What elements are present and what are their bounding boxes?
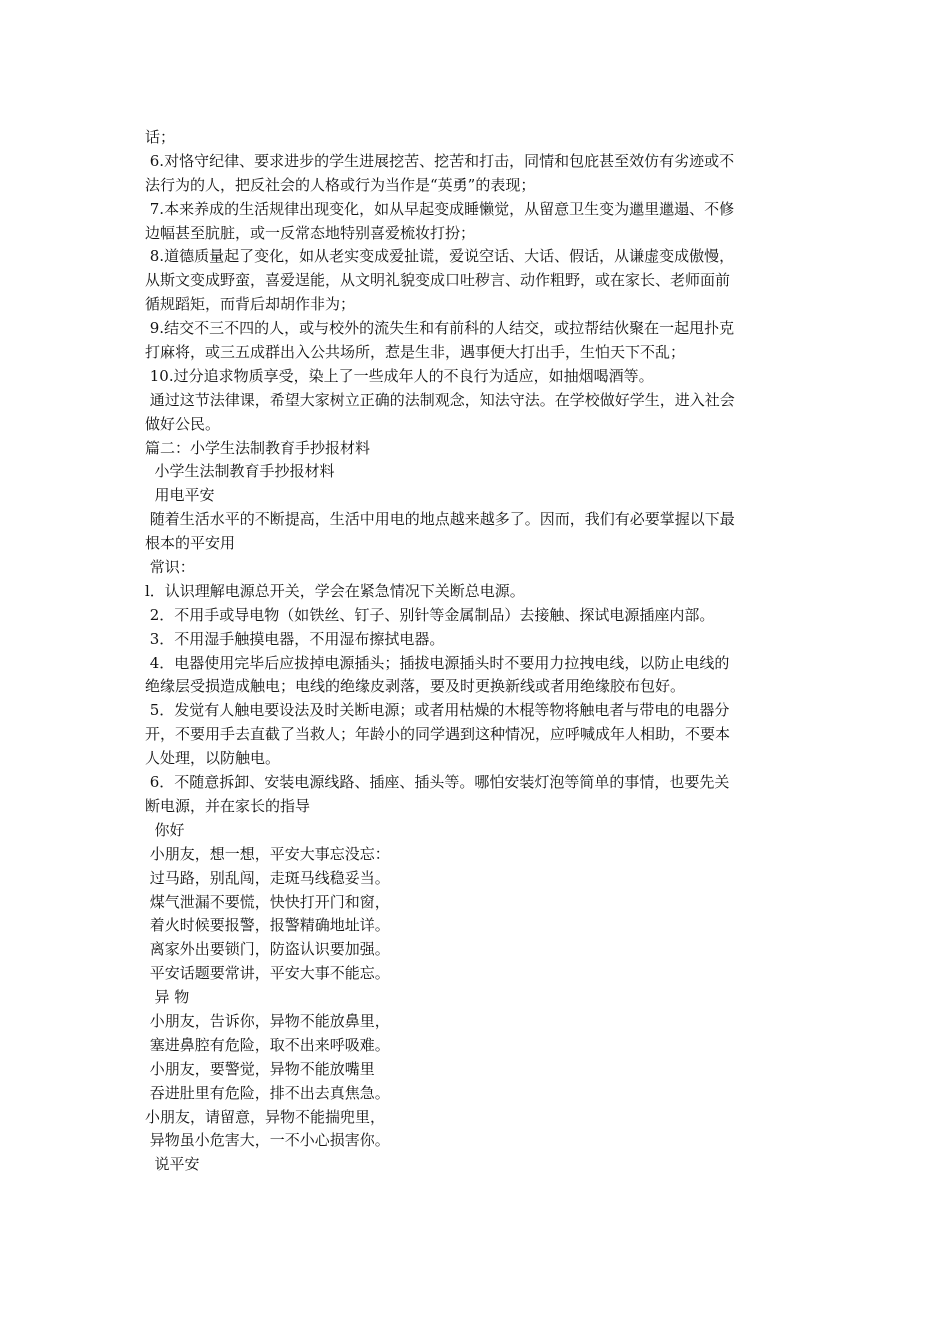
poem-title: 异 物 [145, 988, 190, 1007]
poem-line: 异物虽小危害大，一不小心损害你。 [145, 1131, 390, 1150]
text-line: 10.过分追求物质享受，染上了一些成年人的不良行为适应，如抽烟喝酒等。 [145, 366, 654, 385]
text-line: 断电源，并在家长的指导 [145, 796, 311, 815]
section-title: 小学生法制教育手抄报材料 [145, 462, 335, 481]
text-line: 6．不随意拆卸、安装电源线路、插座、插头等。哪怕安装灯泡等简单的事情，也要先关 [145, 773, 730, 792]
poem-line: 小朋友，要警觉，异物不能放嘴里 [145, 1059, 375, 1078]
poem-line: 着火时候要报警，报警精确地址详。 [145, 916, 390, 935]
poem-line: 平安话题要常讲，平安大事不能忘。 [145, 964, 390, 983]
text-line: 随着生活水平的不断提高，生活中用电的地点越来越多了。因而，我们有必要掌握以下最 [145, 510, 735, 529]
poem-title: 说平安 [145, 1155, 200, 1174]
document-body-text [145, 126, 810, 1177]
text-line: 法行为的人，把反社会的人格或行为当作是“英勇”的表现； [145, 175, 536, 194]
poem-line: 小朋友，告诉你，异物不能放鼻里， [145, 1011, 390, 1030]
poem-line: 煤气泄漏不要慌，快快打开门和窗， [145, 892, 390, 911]
text-line: 3．不用湿手触摸电器，不用湿布擦拭电器。 [145, 629, 445, 648]
poem-line: 小朋友，请留意，异物不能揣兜里， [145, 1107, 386, 1126]
text-line: 5．发觉有人触电要设法及时关断电源；或者用枯燥的木棍等物将触电者与带电的电器分 [145, 701, 730, 720]
text-line: 9.结交不三不四的人，或与校外的流失生和有前科的人结交，或拉帮结伙聚在一起甩扑克 [145, 319, 735, 338]
text-line: 绝缘层受损造成触电；电线的绝缘皮剥落，要及时更换新线或者用绝缘胶布包好。 [145, 677, 686, 696]
text-line: 话； [145, 128, 176, 146]
text-line: 从斯文变成野蛮，喜爱逞能，从文明礼貌变成口吐秽言、动作粗野，或在家长、老师面前 [145, 271, 731, 290]
poem-line: 离家外出要锁门，防盗认识要加强。 [145, 940, 390, 959]
text-line: 通过这节法律课，希望大家树立正确的法制观念，知法守法。在学校做好学生，进入社会 [145, 390, 735, 409]
text-line: l．认识理解电源总开关，学会在紧急情况下关断总电源。 [145, 581, 525, 600]
text-line: 8.道德质量起了变化，如从老实变成爱扯谎，爱说空话、大话、假话，从谦虚变成傲慢， [145, 247, 735, 266]
text-line: 循规蹈矩，而背后却胡作非为； [145, 295, 356, 314]
text-line: 7.本来养成的生活规律出现变化，如从早起变成睡懒觉，从留意卫生变为邋里邋遢、不修 [145, 199, 735, 218]
text-line: 4．电器使用完毕后应拔掉电源插头；插拔电源插头时不要用力拉拽电线，以防止电线的 [145, 653, 730, 672]
poem-title: 你好 [145, 820, 185, 839]
text-line: 6.对恪守纪律、要求进步的学生进展挖苦、挖苦和打击，同情和包庇甚至效仿有劣迹或不 [145, 151, 735, 170]
poem-line: 小朋友，想一想，平安大事忘没忘： [145, 844, 390, 863]
section-heading: 篇二：小学生法制教育手抄报材料 [145, 438, 371, 457]
text-line: 边幅甚至肮脏，或一反常态地特别喜爱梳妆打扮； [145, 223, 476, 242]
subsection-title: 用电平安 [145, 486, 215, 505]
text-line: 根本的平安用 [145, 534, 236, 553]
poem-line: 过马路，别乱闯，走斑马线稳妥当。 [145, 868, 390, 887]
poem-line: 塞进鼻腔有危险，取不出来呼吸难。 [145, 1035, 390, 1054]
poem-line: 吞进肚里有危险，排不出去真焦急。 [145, 1083, 390, 1102]
text-line: 2．不用手或导电物（如铁丝、钉子、别针等金属制品）去接触、探试电源插座内部。 [145, 605, 715, 624]
text-line: 打麻将，或三五成群出入公共场所，惹是生非，遇事便大打出手，生怕天下不乱； [145, 343, 686, 362]
text-line: 常识： [145, 558, 195, 577]
text-line: 做好公民。 [145, 414, 221, 433]
text-line: 人处理，以防触电。 [145, 749, 281, 768]
text-line: 开，不要用手去直截了当救人；年龄小的同学遇到这种情况，应呼喊成年人相助，不要本 [145, 725, 731, 744]
